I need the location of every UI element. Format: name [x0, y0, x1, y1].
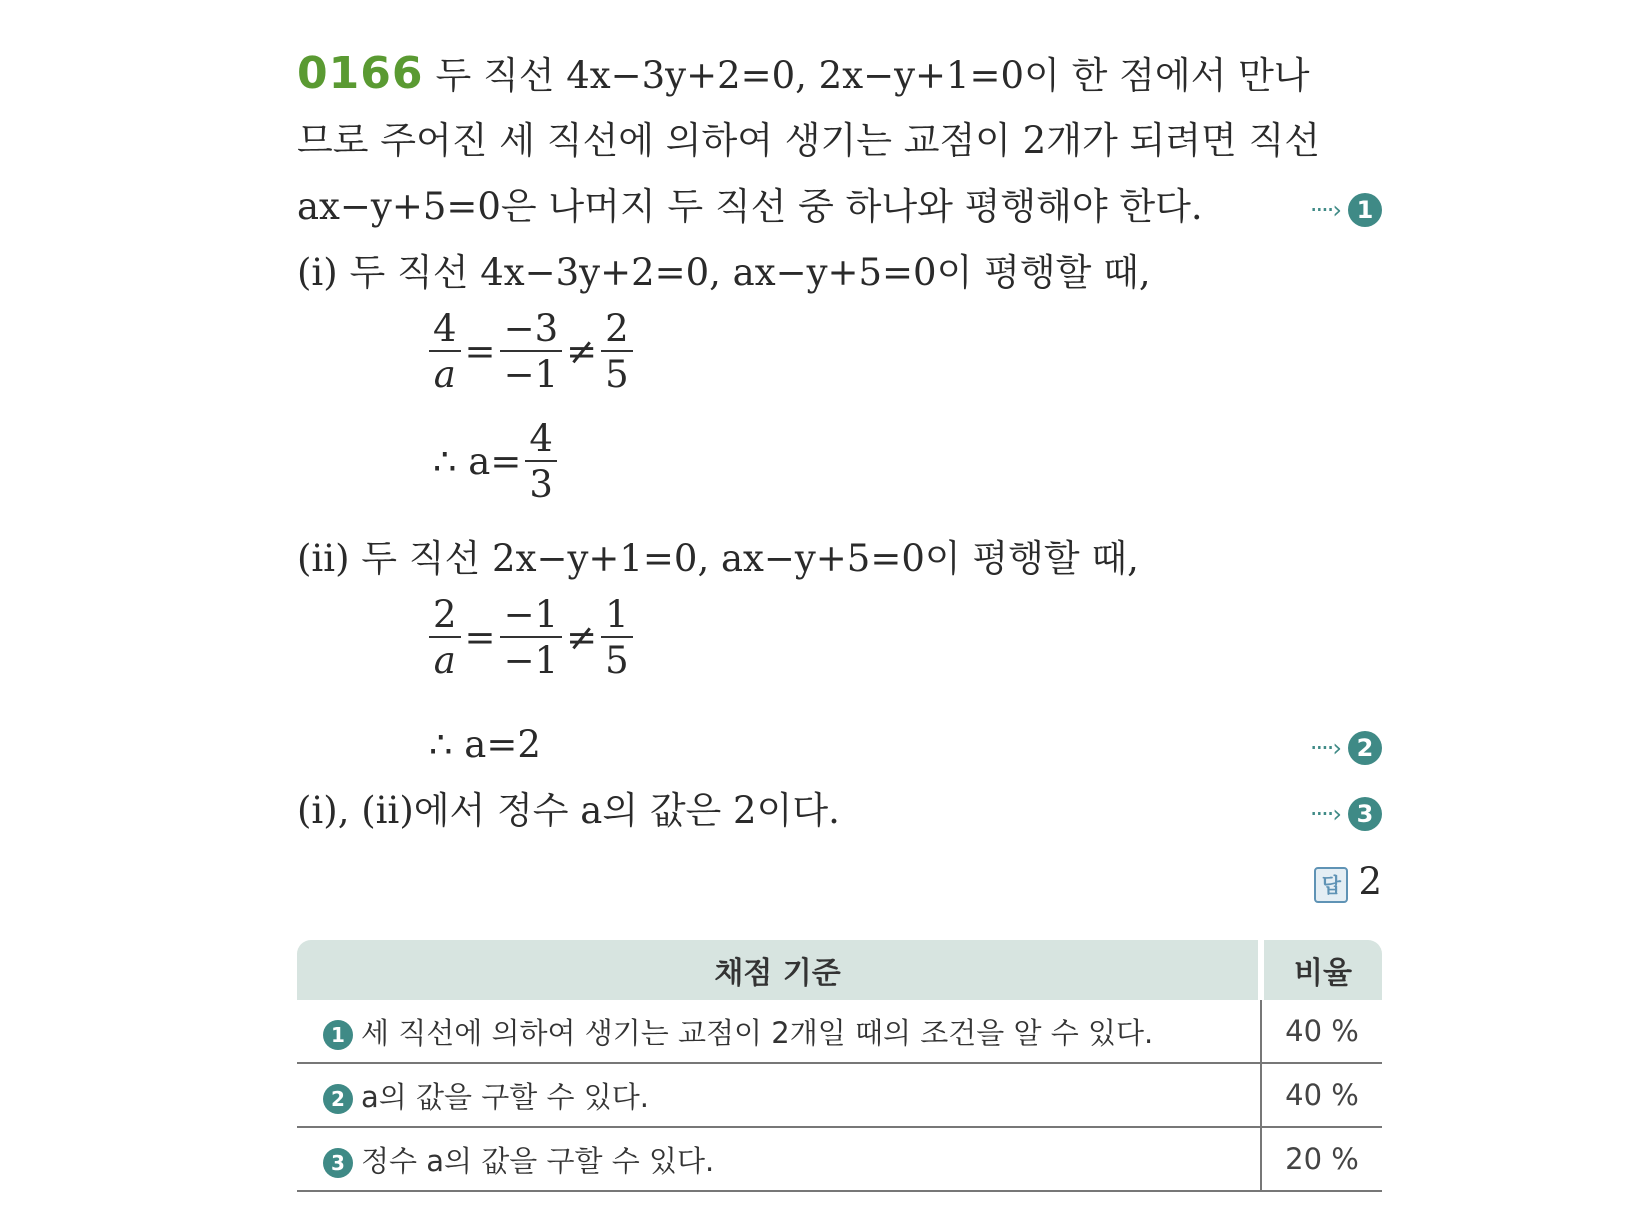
problem-line-3: [297, 185, 1382, 228]
case2-result: ∴ a=2: [429, 723, 541, 766]
fraction: $\frac{2}{5}$: [601, 310, 633, 393]
answer-value: 2: [1358, 860, 1382, 903]
answer-badge-icon: 답: [1314, 867, 1348, 903]
step-marker-2: 2: [1348, 731, 1382, 765]
step-marker-2-group: [1310, 726, 1382, 765]
criteria-marker: 2: [323, 1084, 353, 1114]
step-marker-1-group: [1310, 188, 1382, 227]
fraction: $\frac{4}{3}$: [525, 420, 557, 503]
fraction: $\frac{-1}{-1}$: [500, 596, 563, 679]
problem-text-1: 두 직선 4x−3y+2=0, 2x−y+1=0이 한 점에서 만나: [435, 54, 1310, 97]
equals-sign: =: [464, 330, 496, 373]
table-row: [297, 1000, 1382, 1063]
not-equal-sign: ≠: [566, 330, 598, 373]
step-marker-3: 3: [1348, 797, 1382, 831]
problem-line-2: 므로 주어진 세 직선에 의하여 생기는 교점이 2개가 되려면 직선: [297, 119, 1320, 162]
ratio-cell: 20 %: [1261, 1127, 1382, 1191]
criteria-text: 정수 a의 값을 구할 수 있다.: [361, 1143, 715, 1178]
problem-line-1: [297, 48, 1310, 99]
criteria-text: 세 직선에 의하여 생기는 교점이 2개일 때의 조건을 알 수 있다.: [361, 1015, 1154, 1050]
fraction: $\frac{4}{a}$: [429, 310, 461, 393]
ratio-cell: 40 %: [1261, 1063, 1382, 1127]
step-marker-1: 1: [1348, 193, 1382, 227]
case2-equation: [429, 593, 633, 682]
case1-equation: [429, 307, 633, 396]
criteria-cell: [297, 1127, 1261, 1191]
case1-result: [429, 417, 557, 506]
criteria-text: a의 값을 구할 수 있다.: [361, 1079, 649, 1114]
dotted-arrow-icon: ····›: [1309, 799, 1340, 828]
criteria-cell: [297, 1000, 1261, 1063]
grading-criteria-table: [297, 940, 1382, 1192]
criteria-marker: 1: [323, 1020, 353, 1050]
result-prefix: ∴ a=: [433, 440, 522, 483]
conclusion-line: [297, 789, 1382, 832]
fraction: $\frac{-3}{-1}$: [500, 310, 563, 393]
answer: [1314, 860, 1382, 903]
case2-heading: (ⅱ) 두 직선 2x−y+1=0, ax−y+5=0이 평행할 때,: [297, 537, 1139, 580]
table-header-row: [297, 940, 1382, 1000]
case2-result-line: [297, 723, 1382, 766]
dotted-arrow-icon: ····›: [1309, 733, 1340, 762]
equals-sign: =: [464, 616, 496, 659]
criteria-cell: [297, 1063, 1261, 1127]
fraction: $\frac{2}{a}$: [429, 596, 461, 679]
step-marker-3-group: [1310, 792, 1382, 831]
problem-number: 0166: [297, 48, 424, 99]
fraction: $\frac{1}{5}$: [601, 596, 633, 679]
header-ratio: 비율: [1261, 940, 1382, 1000]
header-criteria: 채점 기준: [297, 940, 1261, 1000]
table-row: [297, 1127, 1382, 1191]
problem-text-3: ax−y+5=0은 나머지 두 직선 중 하나와 평행해야 한다.: [297, 185, 1203, 228]
criteria-marker: 3: [323, 1148, 353, 1178]
ratio-cell: 40 %: [1261, 1000, 1382, 1063]
conclusion-text: (ⅰ), (ⅱ)에서 정수 a의 값은 2이다.: [297, 789, 840, 832]
dotted-arrow-icon: ····›: [1309, 195, 1340, 224]
case1-heading: (ⅰ) 두 직선 4x−3y+2=0, ax−y+5=0이 평행할 때,: [297, 251, 1151, 294]
not-equal-sign: ≠: [566, 616, 598, 659]
table-row: [297, 1063, 1382, 1127]
